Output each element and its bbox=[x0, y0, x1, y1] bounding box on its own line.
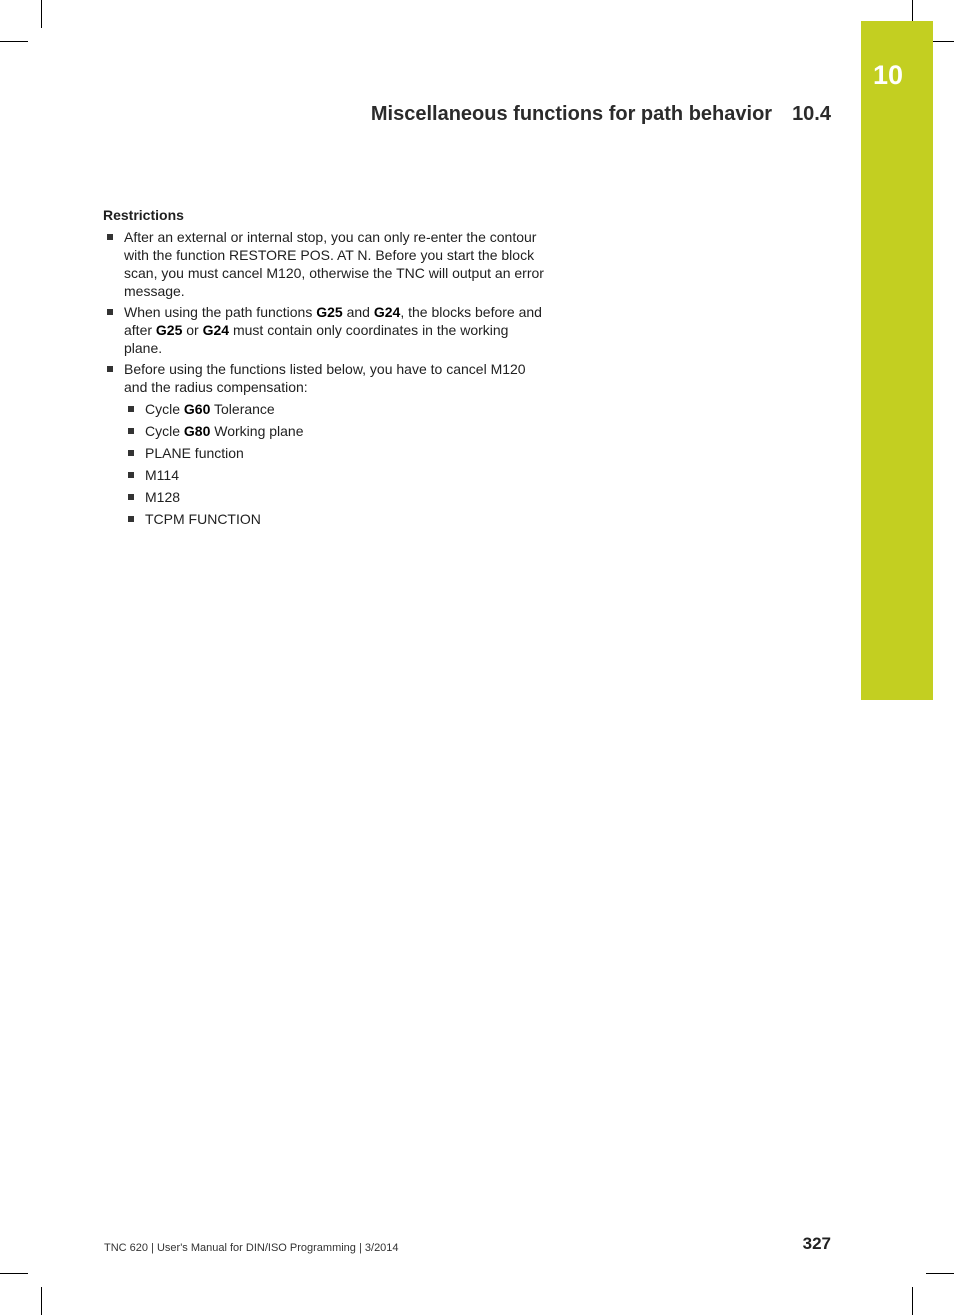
crop-mark bbox=[0, 1273, 28, 1274]
item-text: Cycle bbox=[145, 401, 184, 417]
restrictions-list bbox=[103, 228, 549, 528]
chapter-number: 10 bbox=[873, 60, 904, 90]
item-text: PLANE function bbox=[145, 445, 244, 461]
running-head bbox=[371, 103, 831, 126]
item-text: Tolerance bbox=[210, 401, 275, 417]
chapter-tab bbox=[861, 21, 933, 700]
page-number: 327 bbox=[802, 1234, 831, 1253]
item-text: When using the path functions bbox=[124, 304, 317, 320]
sub-list-item bbox=[124, 444, 549, 462]
list-item bbox=[103, 303, 549, 357]
code-g25: G25 bbox=[316, 304, 343, 320]
list-item bbox=[103, 360, 549, 528]
item-text: TCPM FUNCTION bbox=[145, 511, 261, 527]
item-text: must contain only coordinates in the working plane. bbox=[124, 322, 509, 356]
crop-mark bbox=[41, 1287, 42, 1315]
footer-text: TNC 620 | User's Manual for DIN/ISO Programming | 3/2014 bbox=[104, 1242, 399, 1254]
function-sublist bbox=[124, 400, 549, 528]
code-g24: G24 bbox=[202, 322, 230, 338]
crop-mark bbox=[912, 1287, 913, 1315]
crop-mark bbox=[926, 1273, 954, 1274]
sub-list-item bbox=[124, 400, 549, 418]
item-text: M114 bbox=[145, 467, 179, 483]
code-g60: G60 bbox=[183, 401, 211, 417]
list-item bbox=[103, 228, 549, 300]
section-title: Miscellaneous functions for path behavior bbox=[370, 103, 773, 125]
item-text: and bbox=[342, 304, 374, 320]
restrictions-heading: Restrictions bbox=[103, 207, 184, 223]
sub-list-item bbox=[124, 422, 549, 440]
code-g25: G25 bbox=[155, 322, 183, 338]
restrictions-section bbox=[103, 206, 549, 532]
item-text: Cycle bbox=[145, 423, 184, 439]
sub-list-item bbox=[124, 488, 549, 506]
sub-list-item bbox=[124, 466, 549, 484]
sub-list-item bbox=[124, 510, 549, 528]
code-g24: G24 bbox=[373, 304, 401, 320]
crop-mark bbox=[0, 41, 28, 42]
item-text: Working plane bbox=[210, 423, 304, 439]
crop-mark bbox=[41, 0, 42, 28]
item-text: or bbox=[182, 322, 203, 338]
item-text: M128 bbox=[145, 489, 181, 505]
item-text: Before using the functions listed below, you have to cancel M120 and the radius compensation: bbox=[124, 361, 526, 395]
section-number: 10.4 bbox=[792, 103, 831, 125]
item-text: After an external or internal stop, you can only re-enter the contour with the function RESTORE POS. AT N. Before you start the block scan, you must cancel M120, otherwise the TNC will output an error message. bbox=[124, 229, 544, 299]
item-text: , the blocks before and after bbox=[124, 304, 542, 338]
code-g80: G80 bbox=[183, 423, 211, 439]
